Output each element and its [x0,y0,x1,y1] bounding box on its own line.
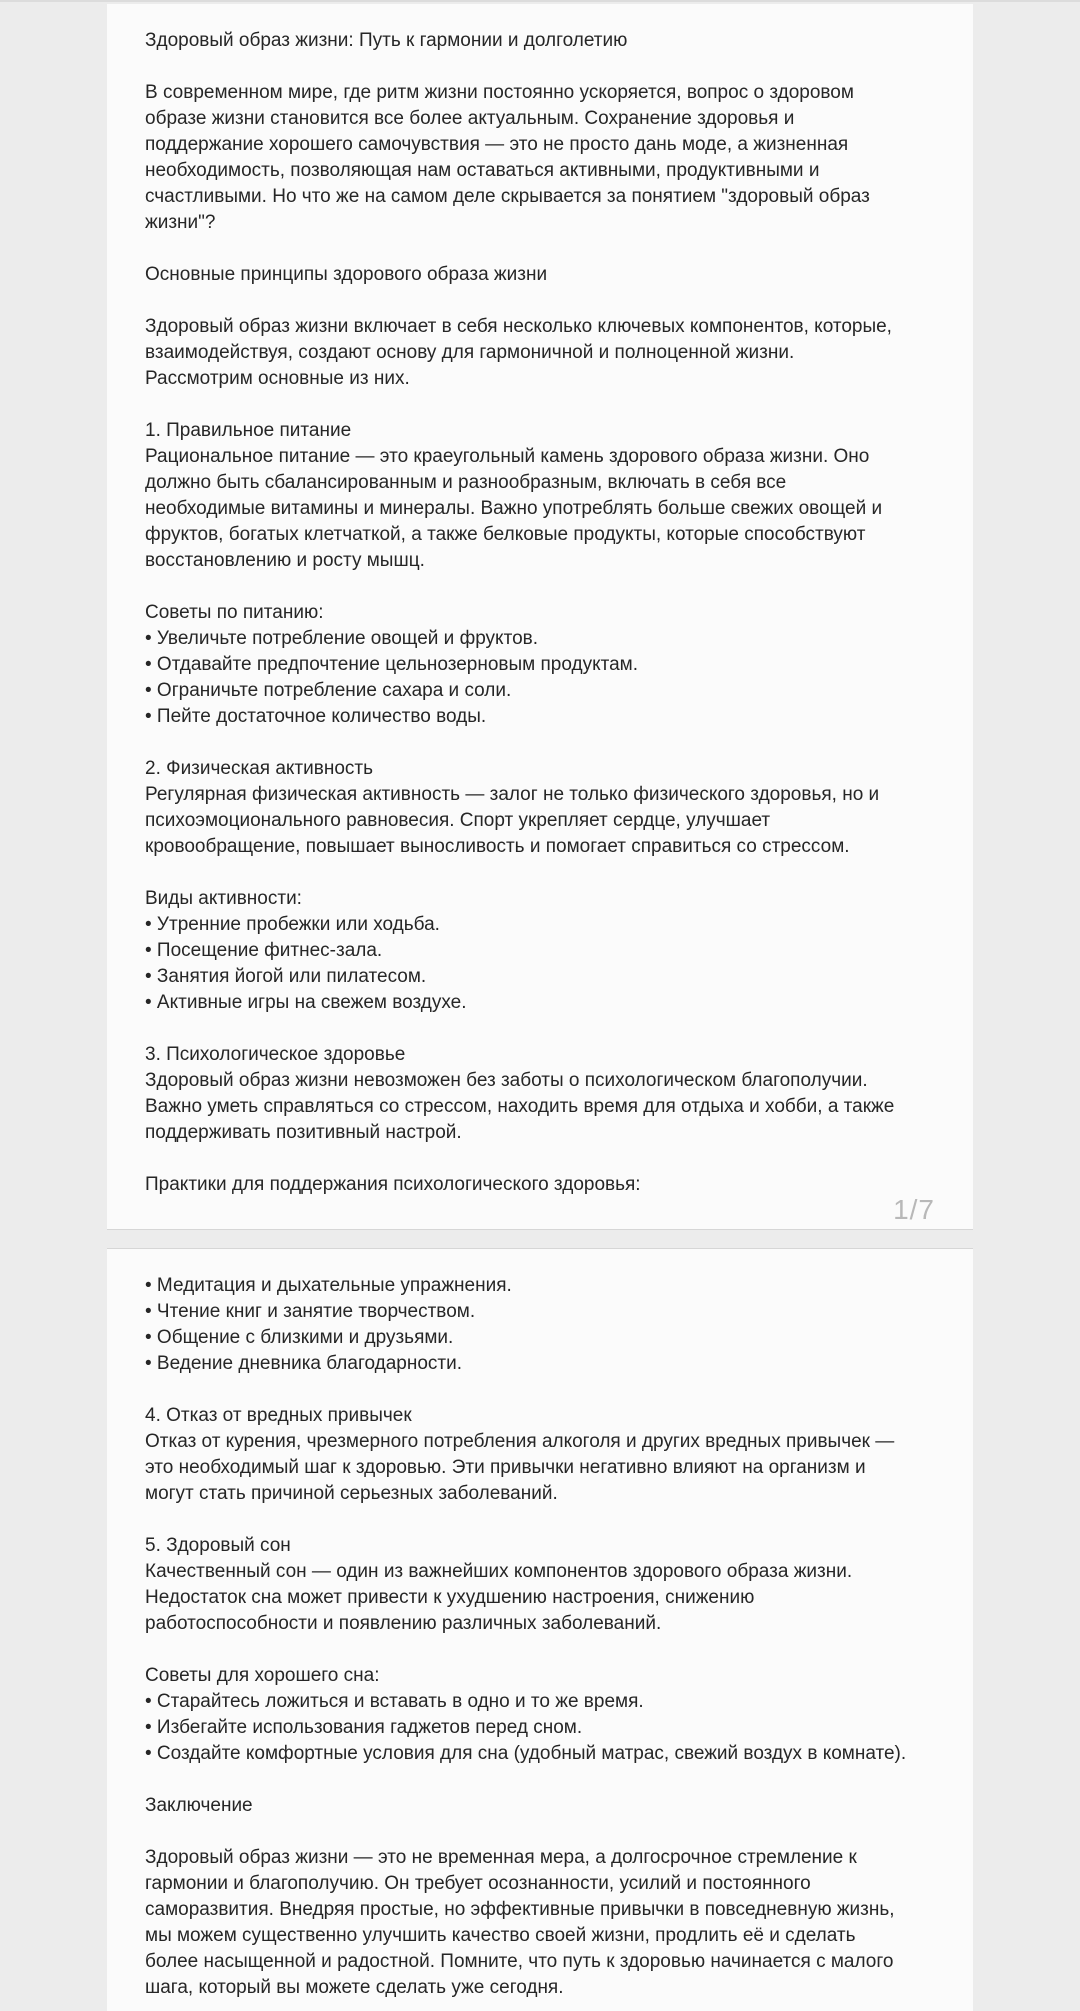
text-line: • Отдавайте предпочтение цельнозерновым продуктам. [145,654,638,675]
text-line: • Медитация и дыхательные упражнения. [145,1275,512,1296]
text-line: Советы для хорошего сна: [145,1665,380,1686]
text-line: образе жизни становится все более актуальным. Сохранение здоровья и [145,108,795,129]
blank-line [145,1637,935,1663]
text-line: • Пейте достаточное количество воды. [145,706,487,727]
blank-line [145,1767,935,1793]
text-line: саморазвития. Внедряя простые, но эффективные привычки в повседневную жизнь, [145,1899,895,1920]
blank-line [145,392,935,418]
text-line: Недостаток сна может привести к ухудшению настроения, снижению [145,1587,755,1608]
blank-line [145,574,935,600]
text-line: • Чтение книг и занятие творчеством. [145,1301,476,1322]
text-line: необходимые витамины и минералы. Важно употреблять больше свежих овощей и [145,498,883,519]
text-line: 5. Здоровый сон [145,1535,291,1556]
blank-line [145,860,935,886]
text-line: это необходимый шаг к здоровью. Эти привычки негативно влияют на организм и [145,1457,866,1478]
text-line: могут стать причиной серьезных заболеваний. [145,1483,558,1504]
text-line: поддерживать позитивный настрой. [145,1122,462,1143]
text-line: • Увеличьте потребление овощей и фруктов. [145,628,539,649]
text-line: 4. Отказ от вредных привычек [145,1405,412,1426]
text-line: шага, который вы можете сделать уже сегодня. [145,1977,564,1998]
text-line: Здоровый образ жизни — это не временная мера, а долгосрочное стремление к [145,1847,857,1868]
text-line: Виды активности: [145,888,302,909]
blank-line [145,288,935,314]
text-line: счастливыми. Но что же на самом деле скрывается за понятием "здоровый образ [145,186,870,207]
text-line: кровообращение, повышает выносливость и помогает справиться со стрессом. [145,836,850,857]
text-line: 1. Правильное питание [145,420,352,441]
text-line: Заключение [145,1795,253,1816]
text-line: восстановлению и росту мышц. [145,550,425,571]
page-number-indicator: 1/7 [893,1194,935,1225]
text-line: 2. Физическая активность [145,758,373,779]
text-line: • Утренние пробежки или ходьба. [145,914,440,935]
blank-line [145,236,935,262]
text-line: должно быть сбалансированным и разнообразным, включать в себя все [145,472,787,493]
text-line: • Избегайте использования гаджетов перед сном. [145,1717,583,1738]
text-line: Здоровый образ жизни включает в себя несколько ключевых компонентов, которые, [145,316,892,337]
blank-line [145,54,935,80]
text-line: Важно уметь справляться со стрессом, находить время для отдыха и хобби, а также [145,1096,895,1117]
text-line: Рассмотрим основные из них. [145,368,410,389]
document-page-2[interactable] [107,1248,973,2011]
blank-line [145,1819,935,1845]
blank-line [145,730,935,756]
text-line: мы можем существенно улучшить качество своей жизни, продлить её и сделать [145,1925,856,1946]
text-line: поддержание хорошего самочувствия — это не просто дань моде, а жизненная [145,134,849,155]
text-line: психоэмоционального равновесия. Спорт укрепляет сердце, улучшает [145,810,771,831]
text-line: • Ограничьте потребление сахара и соли. [145,680,512,701]
text-line: Практики для поддержания психологического здоровья: [145,1174,641,1195]
text-line: • Занятия йогой или пилатесом. [145,966,427,987]
text-line: • Старайтесь ложиться и вставать в одно и то же время. [145,1691,644,1712]
text-line: В современном мире, где ритм жизни постоянно ускоряется, вопрос о здоровом [145,82,854,103]
blank-line [145,1507,935,1533]
blank-line [145,1016,935,1042]
text-line: Отказ от курения, чрезмерного потребления алкоголя и других вредных привычек — [145,1431,895,1452]
text-line: • Создайте комфортные условия для сна (удобный матрас, свежий воздух в комнате). [145,1743,907,1764]
text-line: более насыщенной и радостной. Помните, что путь к здоровью начинается с малого [145,1951,894,1972]
text-line: Советы по питанию: [145,602,324,623]
text-line: Рациональное питание — это краеугольный камень здорового образа жизни. Оно [145,446,870,467]
text-line: фруктов, богатых клетчаткой, а также белковые продукты, которые способствуют [145,524,866,545]
text-line: • Посещение фитнес-зала. [145,940,383,961]
blank-line [145,1377,935,1403]
document-page-1[interactable] [107,4,973,1230]
text-line: • Ведение дневника благодарности. [145,1353,462,1374]
text-line: необходимость, позволяющая нам оставаться активными, продуктивными и [145,160,820,181]
text-line: Регулярная физическая активность — залог не только физического здоровья, но и [145,784,880,805]
text-line: 3. Психологическое здоровье [145,1044,406,1065]
blank-line [145,1146,935,1172]
page-1-text [145,28,935,1198]
text-line: Здоровый образ жизни невозможен без заботы о психологическом благополучии. [145,1070,868,1091]
text-line: работоспособности и появлению различных заболеваний. [145,1613,662,1634]
text-line: Здоровый образ жизни: Путь к гармонии и долголетию [145,30,628,51]
text-line: Качественный сон — один из важнейших компонентов здорового образа жизни. [145,1561,853,1582]
text-line: • Активные игры на свежем воздухе. [145,992,467,1013]
text-line: • Общение с близкими и друзьями. [145,1327,454,1348]
text-line: Основные принципы здорового образа жизни [145,264,548,285]
text-line: взаимодействуя, создают основу для гармоничной и полноценной жизни. [145,342,795,363]
page-2-text [145,1273,935,2001]
text-line: гармонии и благополучию. Он требует осознанности, усилий и постоянного [145,1873,811,1894]
text-line: жизни"? [145,212,216,233]
